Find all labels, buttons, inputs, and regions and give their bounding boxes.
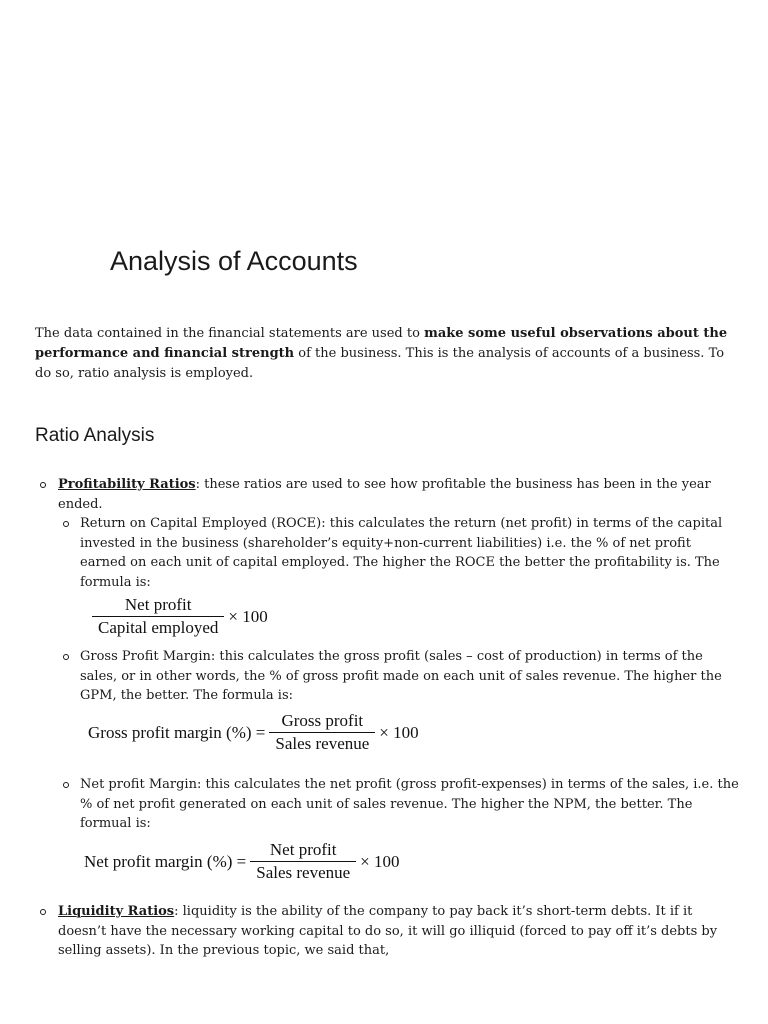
gpm-lhs: Gross profit margin (%) = xyxy=(88,722,266,742)
bullet-circle-icon xyxy=(40,909,46,915)
npm-fraction xyxy=(250,839,356,884)
profitability-term: Profitability Ratios xyxy=(58,477,196,492)
roce-fraction xyxy=(92,594,224,639)
npm-formula xyxy=(84,839,400,884)
list-item-liquidity xyxy=(58,902,728,961)
liquidity-term: Liquidity Ratios xyxy=(58,904,175,919)
roce-multiplier: × 100 xyxy=(228,606,268,626)
roce-denominator: Capital employed xyxy=(92,616,224,639)
intro-paragraph xyxy=(35,324,735,384)
npm-denominator: Sales revenue xyxy=(250,861,356,884)
intro-bold-text: make some useful observations about the performance and financial strength xyxy=(35,326,728,361)
section-heading: Ratio Analysis xyxy=(35,425,155,446)
npm-multiplier: × 100 xyxy=(360,851,400,871)
list-item-profitability xyxy=(58,475,738,514)
roce-formula xyxy=(92,594,268,639)
gpm-denominator: Sales revenue xyxy=(269,732,375,755)
roce-numerator: Net profit xyxy=(124,595,192,614)
list-item-roce: Return on Capital Employed (ROCE): this calculates the return (net profit) in terms of the capital invested in the business (shareholder’s equity+non-current liabilities) i.e. the % of net profit earned on each unit of capital employed. The higher the ROCE the better the profitability is. The formula is: xyxy=(80,516,723,590)
page-title: Analysis of Accounts xyxy=(110,246,358,276)
bullet-circle-icon xyxy=(63,782,69,788)
gpm-multiplier: × 100 xyxy=(379,722,419,742)
gpm-fraction xyxy=(269,710,375,755)
npm-numerator: Net profit xyxy=(269,840,337,859)
list-item-gpm: Gross Profit Margin: this calculates the gross profit (sales – cost of production) in terms of the sales, or in other words, the % of gross profit made on each unit of sales revenue. The higher the GPM, the better. The formula is: xyxy=(80,649,722,703)
liquidity-text: : liquidity is the ability of the company to pay back it’s short-term debts. It if it doesn’t have the necessary working capital to do so, it will go illiquid (forced to pay off it’s debts by selling assets). In the previous topic, we said that, xyxy=(58,904,718,958)
intro-text-after: of the business. This is the analysis of accounts of a business. To do so, ratio analysis is employed. xyxy=(35,346,725,381)
intro-text-before: The data contained in the financial statements are used to xyxy=(35,326,425,341)
bullet-circle-icon xyxy=(63,521,69,527)
profitability-text: : these ratios are used to see how profitable the business has been in the year ended. xyxy=(58,477,711,512)
gpm-numerator: Gross profit xyxy=(281,711,364,730)
list-item-npm: Net profit Margin: this calculates the net profit (gross profit-expenses) in terms of the sales, i.e. the % of net profit generated on each unit of sales revenue. The higher the NPM, the better. The formual is: xyxy=(80,777,739,831)
bullet-circle-icon xyxy=(40,482,46,488)
bullet-circle-icon xyxy=(63,654,69,660)
npm-lhs: Net profit margin (%) = xyxy=(84,851,247,871)
gpm-formula xyxy=(88,710,419,755)
